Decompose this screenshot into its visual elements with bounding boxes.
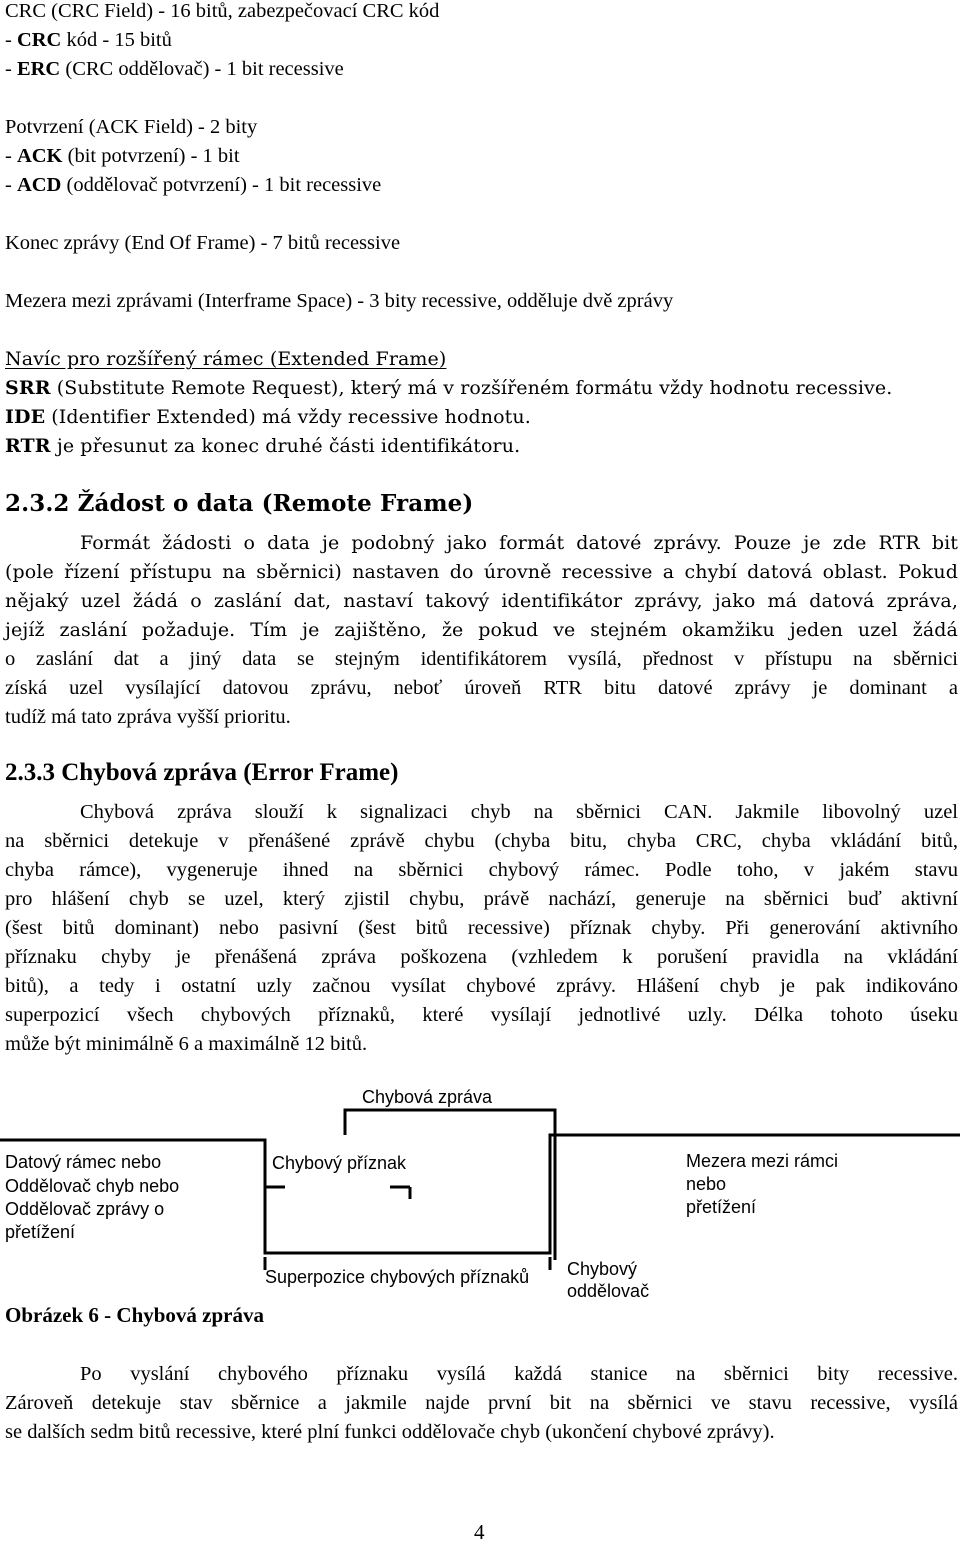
acd-term: ACD <box>16 174 62 196</box>
acd-desc: (oddělovač potvrzení) - 1 bit recessive <box>61 174 382 196</box>
closing-line: Zároveň detekuje stav sběrnice a jakmile najde první bit na sběrnici ve stavu recessive, vysílá <box>5 1392 958 1414</box>
error-frame-bracket <box>345 1110 555 1135</box>
eof-line: Konec zprávy (End Of Frame) - 7 bitů recessive <box>5 232 401 254</box>
section-233-line: pro hlášení chyb se uzel, který zjistil chybu, právě nachází, generuje na sběrnici buď aktivní <box>5 888 958 910</box>
section-233-line: bitů), a tedy i ostatní uzly začnou vysílat chybové zprávy. Hlášení chyb je pak indikováno <box>5 975 958 997</box>
rtr-desc: je přesunut za konec druhé části identifikátoru. <box>50 435 521 457</box>
srr-desc: (Substitute Remote Request), který má v rozšířeném formátu vždy hodnotu recessive. <box>50 377 893 399</box>
ide-desc: (Identifier Extended) má vždy recessive hodnotu. <box>45 406 531 428</box>
section-233-line: na sběrnici detekuje v přenášené zprávě chybu (chyba bitu, chyba CRC, chyba vkládání bitů, <box>5 830 958 852</box>
crc-code-line <box>5 27 172 53</box>
delimiter-label-line: oddělovač <box>567 1281 650 1301</box>
dash: - <box>5 174 17 196</box>
right-label-line: nebo <box>686 1174 727 1194</box>
acd-line <box>5 172 381 198</box>
ifs-line: Mezera mezi zprávami (Interframe Space) - 3 bity recessive, odděluje dvě zprávy <box>5 290 674 312</box>
section-233-line: chyba rámce), vygeneruje ihned na sběrnici chybový rámec. Podle toho, v jakém stavu <box>5 859 958 881</box>
section-232-line: tudíž má tato zpráva vyšší prioritu. <box>5 706 291 728</box>
flag-label: Chybový příznak <box>272 1153 407 1173</box>
section-233-line: může být minimálně 6 a maximálně 12 bitů. <box>5 1033 368 1055</box>
section-232-line: získá uzel vysílající datovou zprávu, neboť úroveň RTR bitu datové zprávy je dominant a <box>5 677 958 699</box>
closing-line: Po vyslání chybového příznaku vysílá každá stanice na sběrnici bity recessive. <box>80 1363 958 1385</box>
ack-term: ACK <box>16 145 63 167</box>
section-232-heading: 2.3.2 Žádost o data (Remote Frame) <box>5 490 474 517</box>
extended-heading: Navíc pro rozšířený rámec (Extended Frame) <box>5 348 447 370</box>
crc-field-line: CRC (CRC Field) - 16 bitů, zabezpečovací CRC kód <box>5 0 440 22</box>
section-233-heading: 2.3.3 Chybová zpráva (Error Frame) <box>5 759 399 786</box>
section-232-line: Formát žádosti o data je podobný jako formát datové zprávy. Pouze je zde RTR bit <box>80 532 958 554</box>
srr-term: SRR <box>5 377 51 399</box>
dash: - <box>5 145 17 167</box>
left-label-line: Oddělovač zprávy o <box>5 1199 165 1219</box>
crc-term: CRC <box>16 29 62 51</box>
left-label-line: Datový rámec nebo <box>5 1152 162 1172</box>
rtr-term: RTR <box>5 435 51 457</box>
superposition-label: Superpozice chybových příznaků <box>265 1267 530 1287</box>
right-label-line: přetížení <box>686 1197 757 1217</box>
closing-line: se dalších sedm bitů recessive, které plní funkci oddělovače chyb (ukončení chybové zprávy). <box>5 1421 775 1443</box>
section-232-line: jejíž zaslání požaduje. Tím je zajištěno, že pokud ve stejném okamžiku jeden uzel žádá <box>5 619 958 641</box>
ack-desc: (bit potvrzení) - 1 bit <box>62 145 240 167</box>
erc-desc: (CRC oddělovač) - 1 bit recessive <box>60 58 344 80</box>
erc-line <box>5 56 344 82</box>
dash: - <box>5 29 17 51</box>
ide-term: IDE <box>5 406 46 428</box>
delimiter-label-line: Chybový <box>567 1259 638 1279</box>
dash: - <box>5 58 17 80</box>
error-frame-diagram <box>0 1075 960 1310</box>
figure-caption: Obrázek 6 - Chybová zpráva <box>5 1303 264 1327</box>
diagram-title: Chybová zpráva <box>362 1087 493 1107</box>
section-232-line: (pole řízení přístupu na sběrnici) nastaven do úrovně recessive a chybí datová oblast. Pokud <box>5 561 958 583</box>
left-label-line: přetížení <box>5 1222 76 1242</box>
ide-line <box>5 404 531 430</box>
page-number: 4 <box>474 1520 485 1544</box>
rtr-line <box>5 433 520 459</box>
srr-line <box>5 375 892 401</box>
section-232-line: o zaslání dat a jiný data se stejným identifikátorem vysílá, přednost v přístupu na sběrnici <box>5 648 958 670</box>
ack-field-line: Potvrzení (ACK Field) - 2 bity <box>5 116 258 138</box>
section-233-line: příznaku chyby je přenášená zpráva poškozena (vzhledem k porušení pravidla na vkládání <box>5 946 958 968</box>
crc-desc: kód - 15 bitů <box>61 29 172 51</box>
section-233-line: Chybová zpráva slouží k signalizaci chyb na sběrnici CAN. Jakmile libovolný uzel <box>80 801 958 823</box>
erc-term: ERC <box>16 58 61 80</box>
section-233-line: (šest bitů dominant) nebo pasivní (šest bitů recessive) příznak chyby. Při generování aktivního <box>5 917 958 939</box>
section-232-line: nějaký uzel žádá o zaslání dat, nastaví takový identifikátor zprávy, jako má datová zpráva, <box>5 590 958 612</box>
ack-bit-line <box>5 143 240 169</box>
right-label-line: Mezera mezi rámci <box>686 1151 839 1171</box>
section-233-line: superpozicí všech chybových příznaků, které vysílají jednotlivé uzly. Délka tohoto úseku <box>5 1004 958 1026</box>
left-label-line: Oddělovač chyb nebo <box>5 1176 180 1196</box>
